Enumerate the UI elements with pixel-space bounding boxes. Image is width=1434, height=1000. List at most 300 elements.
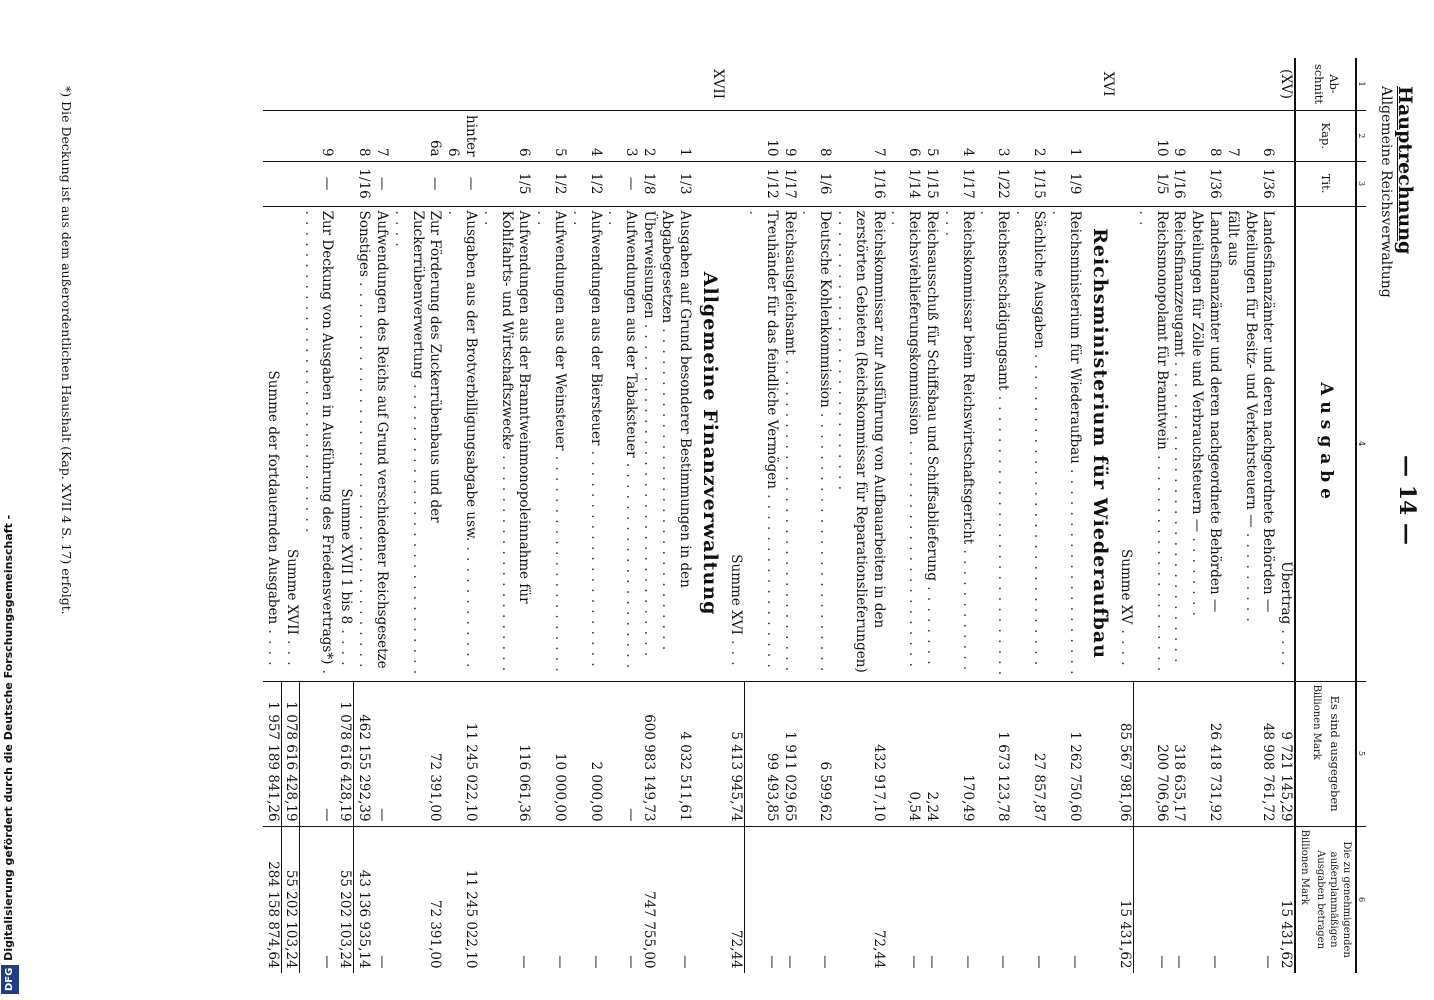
tit-cell [726, 161, 744, 206]
extra-cell: 55 202 103,24 [335, 826, 353, 973]
leader-dots: . . . . [1278, 624, 1295, 667]
extra-cell: — [1066, 955, 1083, 969]
header-ausserplan-unit: Billionen Mark [1299, 829, 1311, 905]
abschnitt-cell [922, 58, 940, 111]
header-ausserplan-label: Die zu genehmigenden außerplanmäßigen Ausgaben betragen [1314, 841, 1352, 958]
extra-cell: — [959, 955, 976, 969]
extra-cell: — [676, 955, 693, 969]
section-title: Allgemeine Finanzverwaltung [693, 206, 726, 681]
kap-cell: 7 [833, 111, 886, 162]
table-row [1134, 58, 1170, 973]
amount-cell: 2 000,00 [568, 681, 604, 826]
item-label: Reichskommissar zur Ausführung von Aufbauarbeiten in den zerstörten Gebieten (Reichskommissar für Reparationslieferungen) [852, 210, 887, 673]
item-label: Reichsviehlieferungskommission [906, 210, 923, 436]
description-cell [1241, 206, 1277, 681]
extra-cell: — [906, 955, 923, 969]
description-cell [335, 206, 353, 681]
table-row [1187, 58, 1223, 973]
abschnitt-cell [263, 58, 281, 111]
tit-cell [335, 161, 353, 206]
amount-cell: 1 078 616 428,19 [281, 681, 300, 826]
description-cell [744, 206, 780, 681]
ledger-table [263, 58, 1366, 973]
abschnitt-cell [833, 58, 886, 111]
table-row [604, 58, 640, 973]
table-row [532, 58, 568, 973]
table-row [1223, 58, 1241, 973]
kap-cell [1083, 111, 1116, 162]
amount-cell: 1 957 189 841,26 [263, 681, 281, 826]
abschnitt-cell [726, 58, 744, 111]
sum-row [726, 58, 744, 973]
kap-cell: 5 [922, 111, 940, 162]
description-cell [657, 206, 693, 681]
colnum-6: 6 [1356, 826, 1366, 973]
header-kap: Kap. [1295, 111, 1356, 162]
abschnitt-cell [300, 58, 336, 111]
kap-cell: 5 [532, 111, 568, 162]
amount-cell: 6 599,62 [798, 681, 834, 826]
table-row [657, 58, 693, 973]
header-abschnitt: Ab-schnitt [1295, 58, 1356, 111]
amount-cell: 0,54 [887, 681, 923, 826]
sum-label: Summe XV [1117, 549, 1134, 625]
leader-dots: . . . . . . . . [1189, 532, 1206, 617]
abschnitt-cell [1223, 58, 1241, 111]
leader-dots: . . . . . . . . . . . . . . . . . . . . . . . . . . . . [977, 210, 1012, 677]
description-cell [639, 206, 657, 681]
tit-cell: 1/16 [833, 161, 886, 206]
description-cell [281, 206, 300, 681]
kap-cell: 8 [1187, 111, 1223, 162]
description-cell [887, 206, 923, 681]
item-label: Reichskommissar beim Reichswirtschaftsgericht [959, 210, 976, 545]
tit-cell: — [372, 161, 390, 206]
description-cell [604, 206, 640, 681]
abschnitt-cell [1134, 58, 1170, 111]
amount-cell: 4 032 511,61 [657, 681, 693, 826]
tit-cell: 1/9 [1047, 161, 1083, 206]
description-cell [443, 206, 479, 681]
tit-cell [281, 161, 300, 206]
abschnitt-cell [479, 58, 532, 111]
table-row [479, 58, 532, 973]
description-cell [1011, 206, 1047, 681]
item-label: Landesfinanzämter und deren nachgeordnete Behörden — Abteilungen für Zölle und Verbrauchsteuern — [1189, 210, 1223, 613]
leader-dots: . . . . [1117, 624, 1134, 667]
amount-cell: 462 155 292,39 [354, 681, 372, 826]
amount-cell: 11 245 022,10 [443, 681, 479, 826]
extra-cell: — [319, 955, 336, 969]
kap-cell: 10 [744, 111, 780, 162]
extra-cell: — [1260, 955, 1277, 969]
header-ausserplan [1295, 826, 1356, 973]
tit-cell [263, 161, 281, 206]
item-label: Übertrag [1278, 561, 1295, 625]
item-label: Zur Förderung des Zuckerrübenbaus und der Zuckerrübenverwertung [409, 210, 444, 523]
ledger-body [263, 58, 1296, 973]
item-label: Überweisungen [641, 210, 658, 319]
extra-cell: 747 755,00 [641, 891, 658, 969]
extra-cell: — [817, 955, 834, 969]
colnum-4: 4 [1356, 206, 1366, 681]
amount-cell: 27 857,87 [1011, 681, 1047, 826]
extra-cell: — [552, 955, 569, 969]
extra-cell: — [781, 955, 798, 969]
kap-cell [693, 111, 726, 162]
abschnitt-cell [1241, 58, 1277, 111]
kap-cell: 6 [479, 111, 532, 162]
description-cell [1187, 206, 1223, 681]
table-row [1241, 58, 1277, 973]
leader-dots: . . . . . . . . . [1242, 527, 1259, 623]
item-label: Reichsausgleichsamt [781, 210, 798, 355]
leader-dots: . . . [283, 634, 300, 667]
tit-cell: 1/17 [940, 161, 976, 206]
item-label: Reichsfinanzzeugamt [1171, 210, 1188, 357]
amount-cell: 99 493,85 [744, 681, 780, 826]
sum-row [335, 58, 353, 973]
amount-cell: — [372, 681, 390, 826]
tit-cell: 1/5 [1134, 161, 1170, 206]
tit-cell: 1/2 [568, 161, 604, 206]
leader-dots: . . . . . . . . . . . . . . . . . . [745, 210, 780, 669]
amount-cell: 48 908 761,72 [1241, 681, 1277, 826]
leader-dots: . . . . . . . . [924, 581, 941, 666]
kap-cell: 6a [390, 111, 443, 162]
kap-cell: 2 [1011, 111, 1047, 162]
table-row [300, 58, 336, 973]
description-cell [263, 206, 281, 681]
description-cell [833, 206, 886, 681]
heading-subtitle: Allgemeine Reichsverwaltung [1378, 86, 1394, 298]
description-cell [372, 206, 390, 681]
amount-cell: — [300, 681, 336, 826]
extra-cell: — [373, 955, 390, 969]
kap-cell: 3 [604, 111, 640, 162]
header-ausgegeben-label: Es sind ausgegeben [1327, 695, 1342, 812]
description-cell [940, 206, 976, 681]
table-row [354, 58, 372, 973]
footnote: *) Die Deckung ist aus dem außerordentlichen Haushalt (Kap. XVII 4 S. 17) erfolgt. [59, 86, 74, 615]
leader-dots: . . . . . . . . . . . . . . . . . . . . . . . . . . . . . . . [658, 323, 675, 652]
extra-cell: — [1207, 955, 1223, 969]
tit-cell: — [604, 161, 640, 206]
table-row [443, 58, 479, 973]
leader-dots: . . . [728, 634, 745, 667]
amount-cell [693, 681, 726, 826]
section-row [1083, 58, 1116, 973]
tit-cell [1223, 161, 1241, 206]
extra-cell: — [516, 955, 533, 969]
column-header-row [1295, 58, 1356, 973]
leader-dots: . . . . . . . . . . . . . . . . . . . . . . . . . . . . . [1171, 356, 1188, 664]
sum-label: Summe XVII 1 bis 8 [337, 488, 354, 625]
extra-cell: 55 202 103,24 [281, 826, 300, 973]
kap-cell: 4 [568, 111, 604, 162]
abschnitt-cell [604, 58, 640, 111]
table-row [833, 58, 886, 973]
extra-cell [1223, 826, 1241, 973]
abschnitt-cell [976, 58, 1012, 111]
description-cell [726, 206, 744, 681]
tit-cell [1083, 161, 1116, 206]
table-row [744, 58, 780, 973]
item-label: Sonstiges [356, 210, 373, 277]
colnum-5: 5 [1356, 681, 1366, 826]
table-row [390, 58, 443, 973]
leader-dots: . . . . . . . . . . . . . [445, 210, 479, 669]
extra-cell: — [1171, 955, 1188, 969]
tit-cell: 1/2 [532, 161, 568, 206]
leader-dots: . . . . [337, 624, 354, 667]
colnum-3: 3 [1356, 161, 1366, 206]
amount-cell: 1 673 123,78 [976, 681, 1012, 826]
item-label: Ausgaben aus der Brotverbilligungsabgabe usw. [462, 210, 479, 542]
leader-dots: . . . . . . . . . . . . . . . . . . . . . . . [1135, 210, 1170, 673]
abschnitt-cell [443, 58, 479, 111]
kap-cell: 8 [354, 111, 372, 162]
abschnitt-cell [1187, 58, 1223, 111]
abschnitt-cell: XVII [693, 58, 726, 111]
extra-cell: 72,44 [726, 826, 744, 973]
tit-cell: 1/16 [1170, 161, 1188, 206]
description-cell [798, 206, 834, 681]
heading-title: Hauptrechnung [1394, 86, 1416, 255]
kap-cell: 6 [1241, 111, 1277, 162]
abschnitt-cell [372, 58, 390, 111]
description-cell [976, 206, 1012, 681]
kap-cell: 4 [940, 111, 976, 162]
amount-cell: 10 000,00 [532, 681, 568, 826]
kap-cell: 6 [887, 111, 923, 162]
tit-cell: 1/22 [976, 161, 1012, 206]
extra-cell: 43 136 935,14 [356, 869, 373, 969]
sum-label: Summe XVII [283, 548, 300, 635]
item-label: Sächliche Ausgaben [1030, 210, 1047, 349]
description-cell [532, 206, 568, 681]
description-cell [479, 206, 532, 681]
leader-dots: . . . . . . . . . . . . . . . . . . . . . . . . . . . . . . . . [391, 210, 426, 676]
table-row [372, 58, 390, 973]
abschnitt-cell [335, 58, 353, 111]
extra-cell: — [763, 955, 780, 969]
extra-cell: 284 158 874,64 [263, 826, 281, 973]
item-label: Reichsmonopolamt für Branntwein [1153, 210, 1170, 450]
extra-cell: — [1030, 955, 1047, 969]
amount-cell: 170,49 [940, 681, 976, 826]
extra-cell [1083, 826, 1116, 973]
item-label: Reichsausschuß für Schiffsbau und Schiffsablieferung [924, 210, 941, 581]
header-ausgegeben-unit: Billionen Mark [1310, 684, 1322, 760]
kap-cell: 8 [798, 111, 834, 162]
sum-row [281, 58, 300, 973]
table-row [887, 58, 923, 973]
item-label: fällt aus [1224, 210, 1241, 266]
amount-cell: — [604, 681, 640, 826]
abschnitt-cell [1170, 58, 1188, 111]
leader-dots: . . . . . . . . . . . . . . . . . . . . . . . [569, 210, 604, 668]
extra-cell: 72 391,00 [427, 899, 444, 969]
kap-cell [281, 111, 300, 162]
kap-cell [1276, 111, 1295, 162]
tit-cell: 1/16 [354, 161, 372, 206]
leader-dots: . . . . . . . . . . . . . . . . . . . . . . . . . . . . . . . . . . . . . [356, 276, 373, 669]
leader-dots: . . . . . . . . . . . . . . . . . . . . . . . [534, 210, 569, 673]
colnum-1: 1 [1356, 58, 1366, 111]
amount-cell: 2,24 [922, 681, 940, 826]
description-cell [1134, 206, 1170, 681]
table-row [940, 58, 976, 973]
kap-cell [335, 111, 353, 162]
description-cell [300, 206, 336, 681]
amount-cell: 26 418 731,92 [1187, 681, 1223, 826]
kap-cell: 9 [1170, 111, 1188, 162]
amount-cell: 318 635,17 [1170, 681, 1188, 826]
digitization-credit [0, 0, 18, 1000]
leader-dots: . . . . . . . . . . . . . . . . . . . . . [1048, 210, 1083, 676]
abschnitt-cell [744, 58, 780, 111]
item-label: Aufwendungen aus der Weinsteuer [552, 210, 569, 451]
extra-cell: — [587, 955, 604, 969]
amount-cell: 85 567 981,06 [1116, 681, 1134, 826]
tit-cell: 1/3 [657, 161, 693, 206]
amount-cell: 200 706,96 [1134, 681, 1170, 826]
dfg-logo: DFG [1, 965, 19, 994]
tit-cell: 1/6 [798, 161, 834, 206]
table-row [1011, 58, 1047, 973]
kap-cell [1116, 111, 1134, 162]
amount-cell: 1 078 616 428,19 [335, 681, 353, 826]
leader-dots: . . . . . . . . . . . . . . . . . . . . . . . . . . . . . . . [1013, 210, 1047, 667]
item-label: Ausgaben auf Grund besonderer Bestimmungen in den Abgabegesetzen [658, 210, 693, 588]
amount-cell: 9 721 145,29 [1276, 681, 1295, 826]
kap-cell [263, 111, 281, 162]
extra-cell: — [924, 955, 941, 969]
item-label: Aufwendungen aus der Tabaksteuer [623, 210, 640, 458]
kap-cell: 9 [300, 111, 336, 162]
tit-cell: 1/17 [780, 161, 798, 206]
description-cell [1047, 206, 1083, 681]
kap-cell: 9 [780, 111, 798, 162]
header-ausgabe: Ausgabe [1295, 206, 1356, 681]
item-label: Landesfinanzämter und deren nachgeordnete Behörden — Abteilungen für Besitz- und Verkehrsteuern — [1242, 210, 1277, 613]
item-label: Aufwendungen aus der Branntweinmonopoleinnahme für Kohlfahrts- und Wirtschaftszwecke [498, 210, 533, 604]
leader-dots: . . . . . . . . . . . . . . . . . . . . . . . . [888, 210, 923, 668]
tit-cell [1116, 161, 1134, 206]
kap-cell: 10 [1134, 111, 1170, 162]
description-cell [568, 206, 604, 681]
tit-cell [693, 161, 726, 206]
abschnitt-cell [1116, 58, 1134, 111]
leader-dots: . . . . . . . . . . . . . . . . . . . . . . . . . . [799, 210, 834, 673]
table-row [1047, 58, 1083, 973]
description-cell [1116, 206, 1134, 681]
item-label: Deutsche Kohlenkommission [817, 210, 834, 408]
extra-cell: 15 431,62 [1116, 826, 1134, 973]
leader-dots: . . . . . . . . . . . . . . . . . . . . . . . [480, 210, 515, 673]
abschnitt-cell [1011, 58, 1047, 111]
column-number-row [1356, 58, 1366, 973]
sum-label: Summe XVI [728, 554, 745, 635]
amount-cell [1223, 681, 1241, 826]
description-cell [1170, 206, 1188, 681]
abschnitt-cell: (XV) [1276, 58, 1295, 111]
description-cell [922, 206, 940, 681]
leader-dots: . . . . . . . . . . . . . . . . . . . . . . . . . . . . . . . . [641, 318, 658, 658]
table-row [976, 58, 1012, 973]
table-row [1170, 58, 1188, 973]
tit-cell: 1/36 [1241, 161, 1277, 206]
table-row [798, 58, 834, 973]
tit-cell: — [443, 161, 479, 206]
extra-cell: 15 431,62 [1278, 899, 1295, 969]
tit-cell: 1/15 [922, 161, 940, 206]
abschnitt-cell [887, 58, 923, 111]
item-label: Reichsministerium für Wiederaufbau [1066, 210, 1083, 464]
tit-cell [1276, 161, 1295, 206]
table-row [780, 58, 798, 973]
sum-row [1116, 58, 1134, 973]
description-cell [390, 206, 443, 681]
abschnitt-cell [354, 58, 372, 111]
tit-cell: — [300, 161, 336, 206]
amount-cell: 1 911 029,65 [780, 681, 798, 826]
digitization-note: Digitalisierung gefördert durch die Deutsche Forschungsgemeinschaft - [2, 514, 15, 961]
tit-cell: 1/36 [1187, 161, 1223, 206]
leader-dots: . . . . [265, 624, 282, 667]
table-row [922, 58, 940, 973]
kap-cell: hinter 6 [443, 111, 479, 162]
sum-row [263, 58, 281, 973]
item-label: Reichsentschädigungsamt [995, 210, 1012, 391]
description-cell [1276, 206, 1295, 681]
colnum-2: 2 [1356, 111, 1366, 162]
leader-dots: . . . . . . . . . . . . . . . . . . . . . . . . . . . [834, 210, 851, 492]
section-title: Reichsministerium für Wiederaufbau [1083, 206, 1116, 681]
page-heading [1378, 86, 1416, 298]
sum-label: Summe der fortdauernden Ausgaben [265, 370, 282, 625]
abschnitt-cell [940, 58, 976, 111]
amount-cell: 1 262 750,60 [1047, 681, 1083, 826]
leader-dots: . . . . . . . . . . . . . . . . . . . . . . . . . . . . . . [781, 354, 798, 673]
page-number: — 14 — [1394, 455, 1420, 545]
item-label: Treuhänder für das feindliche Vermögen [763, 210, 780, 489]
table-row [568, 58, 604, 973]
abschnitt-cell: XVI [1083, 58, 1116, 111]
kap-cell: 7 [372, 111, 390, 162]
extra-cell [693, 826, 726, 973]
extra-cell: — [995, 955, 1012, 969]
abschnitt-cell [657, 58, 693, 111]
header-ausgegeben [1295, 681, 1356, 826]
leader-dots: . . . . . . . . . . . . . . . . . . . . . . [605, 210, 640, 670]
abschnitt-cell [780, 58, 798, 111]
abschnitt-cell [390, 58, 443, 111]
tit-cell: — [390, 161, 443, 206]
tit-cell: 1/8 [639, 161, 657, 206]
abschnitt-cell [281, 58, 300, 111]
section-row [693, 58, 726, 973]
amount-cell: 600 983 149,73 [639, 681, 657, 826]
item-label: Aufwendungen aus der Biersteuer [587, 210, 604, 446]
abschnitt-cell [798, 58, 834, 111]
tit-cell: 1/15 [1011, 161, 1047, 206]
amount-cell: 432 917,10 [833, 681, 886, 826]
abschnitt-cell [532, 58, 568, 111]
tit-cell: 1/12 [744, 161, 780, 206]
description-cell [780, 206, 798, 681]
